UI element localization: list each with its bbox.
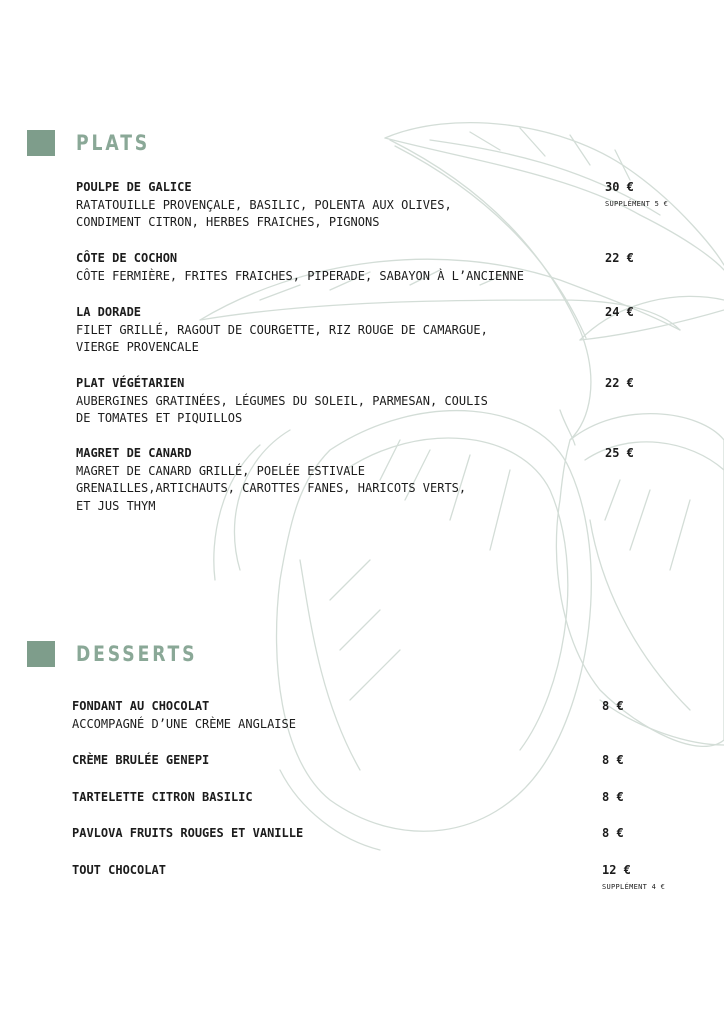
item-description: [76, 322, 696, 357]
price-column: [602, 698, 624, 716]
item-name: TOUT CHOCOLAT: [72, 863, 166, 877]
price-column: [602, 825, 624, 843]
item-description: [76, 463, 696, 516]
plats-section-header: [27, 130, 166, 156]
price-column: [605, 250, 634, 268]
price-column: [605, 304, 634, 322]
desserts-title: DESSERTS: [76, 642, 198, 666]
menu-item: [72, 698, 692, 733]
item-name: CÔTE DE COCHON: [76, 251, 178, 265]
plats-title: PLATS: [76, 131, 151, 155]
item-name: POULPE DE GALICE: [76, 180, 192, 194]
description-line: CÔTE FERMIÈRE, FRITES FRAICHES, PIPERADE, SABAYON À L’ANCIENNE: [76, 268, 524, 283]
item-description: [72, 716, 692, 734]
item-name: PAVLOVA FRUITS ROUGES ET VANILLE: [72, 826, 304, 840]
green-square-icon: [27, 641, 55, 667]
menu-item: [72, 752, 692, 770]
item-price: 8 €: [602, 753, 624, 767]
price-column: [602, 752, 624, 770]
supplement-note: SUPPLÉMENT 5 €: [605, 199, 669, 208]
item-name: TARTELETTE CITRON BASILIC: [72, 790, 253, 804]
menu-item: [72, 789, 692, 807]
item-price: 8 €: [602, 826, 624, 840]
supplement-note: SUPPLÉMENT 4 €: [602, 882, 666, 891]
menu-item: [72, 825, 692, 843]
price-column: [605, 179, 668, 209]
description-line: DE TOMATES ET PIQUILLOS: [76, 411, 243, 425]
price-column: [605, 445, 634, 463]
green-square-icon: [27, 130, 55, 156]
description-line: MAGRET DE CANARD GRILLÉ, POELÉE ESTIVALE: [76, 463, 365, 478]
item-name: LA DORADE: [76, 305, 142, 319]
menu-item: [76, 250, 696, 285]
price-column: [602, 789, 624, 807]
item-price: 25 €: [605, 446, 634, 460]
menu-item: [76, 179, 696, 232]
item-name: MAGRET DE CANARD: [76, 446, 192, 460]
item-name: FONDANT AU CHOCOLAT: [72, 699, 210, 713]
description-line: ET JUS THYM: [76, 498, 156, 513]
item-price: 12 €: [602, 863, 631, 877]
description-line: AUBERGINES GRATINÉES, LÉGUMES DU SOLEIL, PARMESAN, COULIS: [76, 393, 488, 408]
description-line: CONDIMENT CITRON, HERBES FRAICHES, PIGNONS: [76, 215, 380, 229]
item-description: [76, 197, 696, 232]
menu-item: [76, 445, 696, 515]
item-price: 22 €: [605, 376, 634, 390]
description-line: GRENAILLES,ARTICHAUTS, CAROTTES FANES, HARICOTS VERTS,: [76, 481, 467, 495]
description-line: FILET GRILLÉ, RAGOUT DE COURGETTE, RIZ ROUGE DE CAMARGUE,: [76, 322, 488, 337]
price-column: [605, 375, 634, 393]
description-line: VIERGE PROVENCALE: [76, 340, 199, 354]
item-description: [76, 393, 696, 428]
item-price: 30 €: [605, 180, 634, 194]
item-price: 8 €: [602, 790, 624, 804]
item-name: PLAT VÉGÉTARIEN: [76, 376, 185, 390]
description-line: RATATOUILLE PROVENÇALE, BASILIC, POLENTA AUX OLIVES,: [76, 197, 452, 212]
menu-item: [76, 304, 696, 357]
item-price: 24 €: [605, 305, 634, 319]
description-line: ACCOMPAGNÉ D’UNE CRÈME ANGLAISE: [72, 716, 296, 731]
item-name: CRÈME BRULÉE GENEPI: [72, 753, 210, 767]
menu-item: [72, 862, 692, 891]
item-price: 8 €: [602, 699, 624, 713]
menu-item: [76, 375, 696, 428]
price-column: [602, 862, 665, 892]
item-description: [76, 268, 696, 286]
desserts-section-header: [27, 641, 224, 667]
item-price: 22 €: [605, 251, 634, 265]
